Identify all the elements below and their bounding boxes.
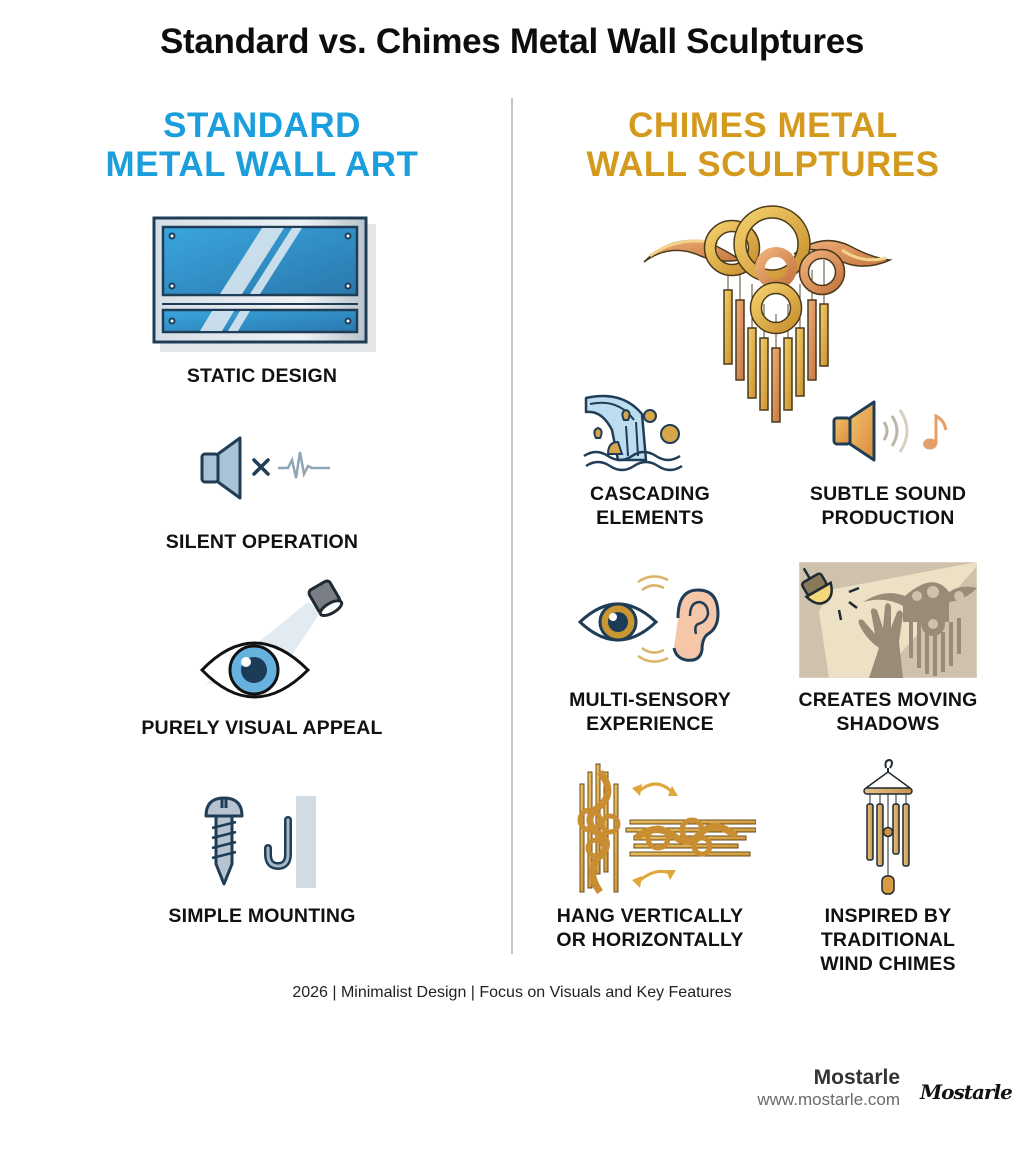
page-title: Standard vs. Chimes Metal Wall Sculptures bbox=[159, 22, 865, 61]
eye-ear-icon bbox=[578, 572, 722, 668]
feature-traditional-chimes bbox=[776, 904, 1000, 976]
feature-multi-sensory-line2: EXPERIENCE bbox=[586, 713, 714, 735]
chimes-heading-line2: WALL SCULPTURES bbox=[586, 145, 940, 184]
waterfall-icon bbox=[582, 390, 692, 472]
chimes-heading-line1: CHIMES METAL bbox=[628, 106, 898, 145]
standard-heading-line1: STANDARD bbox=[163, 106, 361, 145]
wind-chime-icon bbox=[862, 756, 914, 896]
feature-multi-sensory bbox=[538, 688, 762, 736]
feature-moving-shadows-line1: CREATES MOVING bbox=[798, 689, 978, 711]
muted-speaker-icon bbox=[198, 434, 338, 504]
feature-subtle-sound-line1: SUBTLE SOUND bbox=[809, 483, 967, 505]
feature-traditional-line3: WIND CHIMES bbox=[820, 953, 956, 975]
feature-hang-line1: HANG VERTICALLY bbox=[556, 905, 744, 927]
brand-block bbox=[757, 1066, 900, 1110]
feature-moving-shadows bbox=[776, 688, 1000, 736]
chimes-heading bbox=[530, 106, 996, 184]
feature-purely-visual-appeal: PURELY VISUAL APPEAL bbox=[141, 717, 383, 739]
orientation-icon bbox=[576, 762, 756, 896]
brand-url[interactable]: www.mostarle.com bbox=[757, 1090, 900, 1109]
feature-subtle-sound-line2: PRODUCTION bbox=[821, 507, 955, 529]
feature-cascading-line2: ELEMENTS bbox=[596, 507, 704, 529]
feature-silent-operation: SILENT OPERATION bbox=[165, 531, 359, 553]
feature-multi-sensory-line1: MULTI-SENSORY bbox=[569, 689, 731, 711]
feature-traditional-line2: TRADITIONAL bbox=[820, 929, 956, 951]
feature-moving-shadows-line2: SHADOWS bbox=[836, 713, 940, 735]
eye-spotlight-icon bbox=[196, 574, 348, 704]
feature-hang-orientation bbox=[538, 904, 762, 952]
footer-caption: 2026 | Minimalist Design | Focus on Visuals and Key Features bbox=[292, 984, 732, 1001]
brand-name: Mostarle bbox=[813, 1066, 900, 1089]
standard-heading bbox=[50, 106, 474, 184]
feature-hang-line2: OR HORIZONTALLY bbox=[556, 929, 744, 951]
standard-heading-line2: METAL WALL ART bbox=[105, 145, 419, 184]
screw-hook-icon bbox=[200, 794, 324, 890]
feature-subtle-sound bbox=[776, 482, 1000, 530]
speaker-music-icon bbox=[832, 400, 952, 464]
feature-cascading-line1: CASCADING bbox=[590, 483, 710, 505]
brand-signature-logo: Mostarle bbox=[920, 1080, 1012, 1104]
column-divider bbox=[511, 98, 513, 954]
feature-static-design: STATIC DESIGN bbox=[186, 365, 338, 387]
feature-cascading-elements bbox=[538, 482, 762, 530]
feature-traditional-line1: INSPIRED BY bbox=[824, 905, 952, 927]
shadow-light-icon bbox=[799, 562, 977, 678]
metal-panel-icon bbox=[152, 216, 376, 352]
feature-simple-mounting: SIMPLE MOUNTING bbox=[168, 905, 356, 927]
